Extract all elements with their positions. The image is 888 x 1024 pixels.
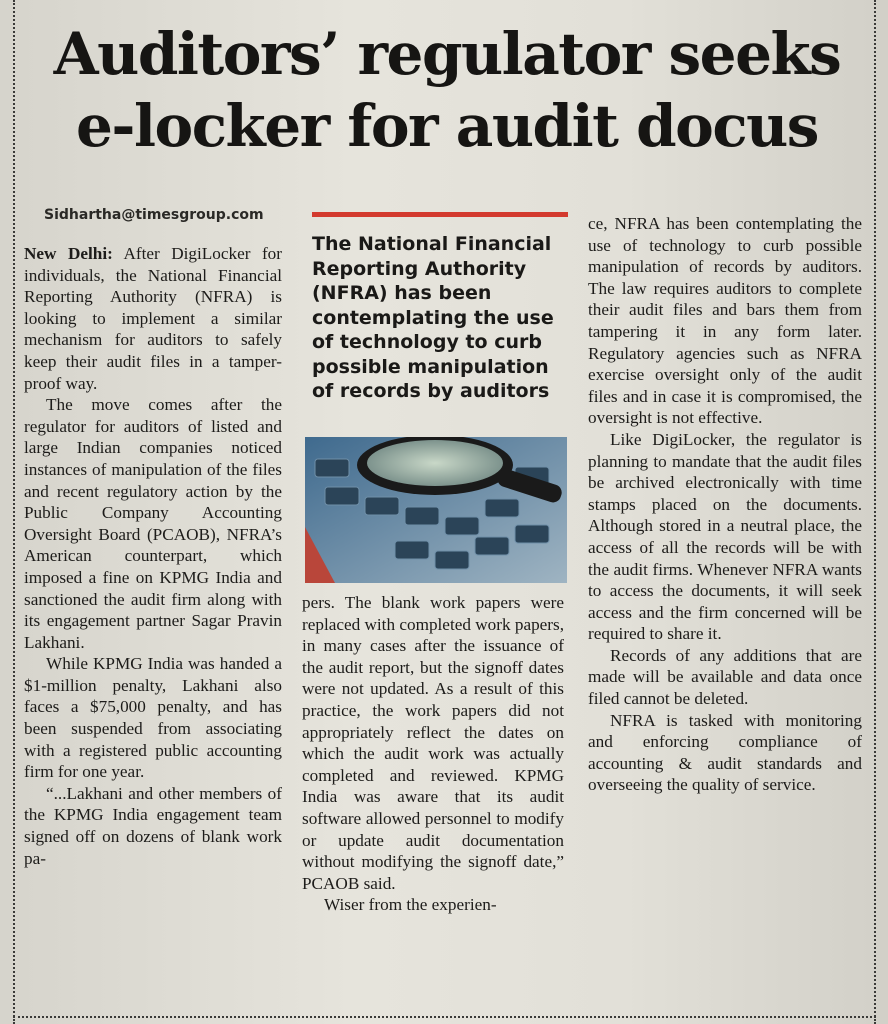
dateline: New Delhi: [24,244,113,263]
headline-line-2: e-locker for audit docus [76,92,818,160]
red-accent-bar [312,212,568,217]
paragraph-5: pers. The blank work papers were replaced with completed work papers, in many cases after the issuance of the audit report, but the signoff dates were not updated. As a result of this practice, the work papers did not appropriately reflect the dates on which the audit work was actually completed and reviewed. KPMG India was aware that its audit software allowed personnel to modify or update audit documentation without modifying the signoff date,” PCAOB said. [302,593,565,893]
headline [22,18,872,162]
paragraph-8: Like DigiLocker, the regulator is planning to mandate that the audit files be archived electronically with time stamps placed on the documents. Although stored in a neutral place, the access of all the records will be with the audit firms. Whenever NFRA wants to access the documents, it will seek access and the firm concerned will be required to share it. [588,429,862,644]
paragraph-6: Wiser from the experien- [324,895,497,915]
paragraph-9: Records of any additions that are made will be available and data once filed cannot be deleted. [588,645,862,709]
dotted-cut-line-right [874,0,876,1024]
pull-quote: The National Financial Reporting Authority (NFRA) has been contemplating the use of technology to curb possible manipulation of records by auditors [312,233,554,402]
byline: Sidhartha@timesgroup.com [44,207,264,223]
paragraph-1-text: After DigiLocker for individuals, the National Financial Reporting Authority (NFRA) is looking to implement a similar mechanism for auditors to safely keep their audit files in a tamper-proof way. [24,244,283,393]
article-column-2 [302,592,564,916]
article-column-3 [588,213,862,796]
magnifying-glass-on-keyboard-photo [305,437,567,583]
paragraph-3: While KPMG India was handed a $1-million penalty, Lakhani also faces a $75,000 penalty, and has been suspended from associating with a registered public accounting firm for one year. [24,654,282,782]
paragraph-4: “...Lakhani and other members of the KPMG India engagement team signed off on dozens of blank work pa- [24,783,282,868]
paragraph-2: The move comes after the regulator for auditors of listed and large Indian companies noticed instances of manipulation of the files and recent regulatory action by the Public Company Accounting Oversight Board (PCAOB), NFRA’s American counterpart, which imposed a fine on KPMG India and sanctioned the audit firm along with its engagement partner Sagar Pravin Lakhani. [24,395,282,652]
paragraph-1 [24,243,282,394]
paragraph-10: NFRA is tasked with monitoring and enforcing compliance of accounting & audit standards and overseeing the quality of service. [588,710,862,795]
dotted-cut-line-left [13,0,15,1024]
keyboard-magnifier-illustration [305,437,567,583]
headline-line-1: Auditors’ regulator seeks [53,20,841,88]
article-column-1 [24,243,282,869]
dotted-cut-line-bottom [13,1016,876,1018]
paragraph-7: ce, NFRA has been contemplating the use of technology to curb possible manipulation of records by auditors. The law requires auditors to complete their audit files and bars them from tampering it in any form later. Regulatory agencies such as NFRA exercise oversight only of the audit files and in case it is compromised, the oversight is not effective. [588,214,862,428]
